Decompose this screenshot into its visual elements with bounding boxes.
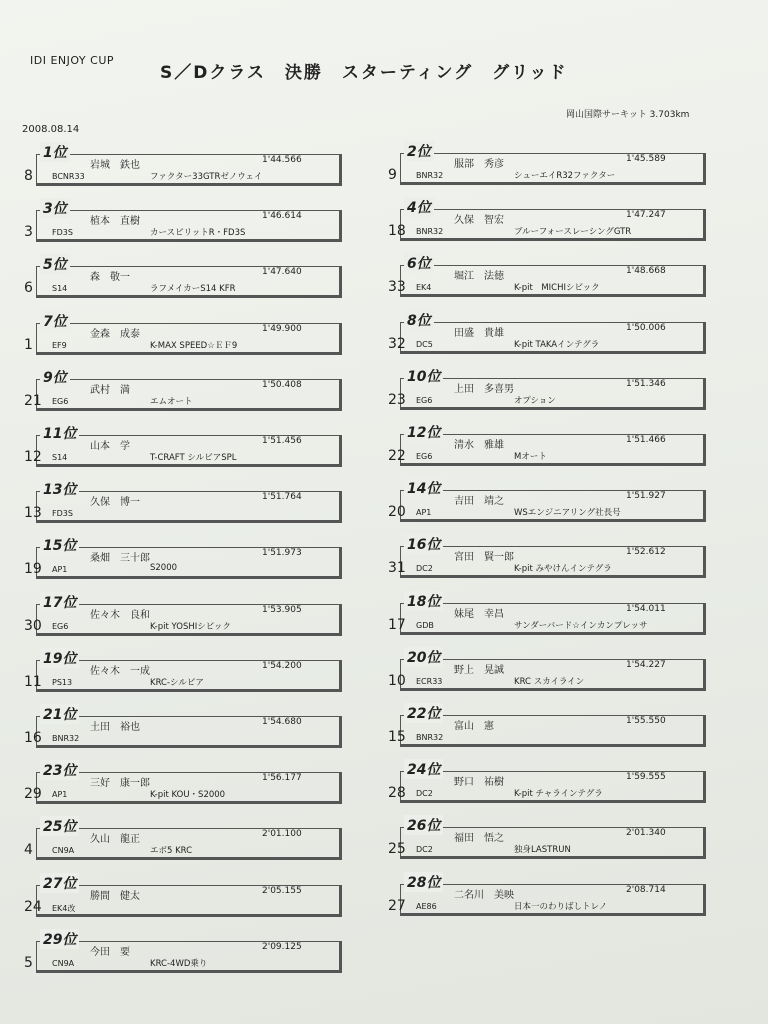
grid-slot-car: EG6 (416, 452, 433, 461)
grid-slot-num: 25 (388, 841, 406, 858)
grid-slot-car: BNR32 (416, 227, 444, 237)
grid-slot-time: 1'44.566 (262, 155, 302, 165)
grid-slot (22, 763, 342, 803)
grid-slot-team: K-MAX SPEED☆ＥＦ9 (150, 340, 238, 351)
grid-slot-num: 9 (388, 167, 397, 183)
grid-slot-name: 上田 多喜男 (454, 383, 514, 395)
grid-slot (22, 482, 342, 522)
grid-slot-num: 18 (388, 223, 406, 240)
grid-slot-team: 独身LASTRUN (514, 845, 571, 856)
grid-slot-pos: 7位 (40, 311, 70, 331)
grid-slot-team: S2000 (150, 563, 178, 574)
grid-slot-num: 15 (388, 729, 406, 745)
grid-slot-pos: 23位 (40, 760, 79, 780)
grid-slot (386, 481, 706, 521)
grid-slot-num: 16 (24, 730, 42, 746)
grid-slot (22, 875, 342, 915)
grid-slot-time: 1'49.900 (262, 323, 302, 334)
grid-slot-name: 岩城 鉄也 (90, 160, 140, 171)
grid-slot-pos: 8位 (404, 310, 434, 330)
grid-slot-team: Mオート (514, 452, 547, 462)
grid-slot-pos: 19位 (40, 648, 79, 668)
grid-slot-time: 1'53.905 (262, 604, 302, 615)
grid-slot-time: 1'51.764 (262, 492, 302, 503)
grid-slot (22, 426, 342, 465)
grid-slot-team: KRC-4WD乗り (150, 958, 208, 969)
grid-slot (386, 144, 706, 183)
grid-slot-car: DC2 (416, 564, 433, 574)
grid-slot-time: 1'50.006 (626, 322, 666, 333)
grid-slot-num: 11 (24, 673, 42, 690)
grid-slot-pos: 6位 (404, 253, 434, 273)
grid-slot-car: PS13 (52, 677, 73, 687)
grid-slot-car: FD3S (52, 228, 73, 238)
grid-slot-car: S14 (52, 453, 68, 462)
grid-slot-car: EG6 (416, 395, 433, 405)
grid-slot-team: WSエンジニアリング社長号 (514, 508, 621, 519)
grid-slot-time: 1'54.680 (262, 717, 302, 727)
grid-slot-name: 二名川 美映 (454, 889, 514, 901)
grid-slot-car: EG6 (52, 621, 69, 631)
grid-slot (22, 201, 342, 241)
grid-slot-time: 1'47.247 (626, 210, 666, 221)
grid-slot-car: CN9A (52, 958, 75, 968)
grid-slot-name: 今田 要 (90, 946, 130, 958)
grid-slot-time: 1'51.466 (626, 435, 666, 445)
grid-slot-name: 桑畑 三十郎 (90, 553, 150, 565)
grid-slot-name: 佐々木 一成 (90, 665, 150, 677)
grid-slot-car: GDB (416, 620, 434, 630)
grid-slot-team: エボ5 KRC (150, 846, 193, 857)
grid-slot-pos: 12位 (404, 422, 443, 442)
grid-slot-num: 29 (24, 786, 42, 803)
grid-slot-team: カースピリットR・FD3S (150, 228, 246, 239)
grid-slot-time: 2'08.714 (626, 884, 666, 895)
grid-slot-name: 堀江 法徳 (454, 271, 504, 283)
grid-slot-car: BNR32 (416, 733, 444, 742)
grid-slot-team: KRC スカイライン (514, 676, 585, 687)
grid-slot (386, 593, 706, 633)
grid-slot-team: K-pit YOSHIシビック (150, 621, 231, 632)
grid-slot-num: 13 (24, 505, 42, 522)
grid-slot-pos: 11位 (40, 423, 79, 443)
event-date: 2008.08.14 (22, 124, 80, 135)
grid-slot-num: 5 (24, 954, 33, 971)
grid-slot-team: K-pit KOU・S2000 (150, 790, 226, 801)
grid-slot-name: 金森 成泰 (90, 328, 140, 340)
grid-slot-time: 1'51.456 (262, 436, 302, 446)
grid-slot (22, 313, 342, 353)
grid-slot-pos: 29位 (40, 929, 79, 949)
grid-slot (22, 819, 342, 859)
grid-slot-car: EF9 (52, 340, 67, 350)
grid-slot-num: 12 (24, 449, 42, 465)
grid-slot-name: 宮田 賢一郎 (454, 552, 514, 564)
grid-slot-num: 31 (388, 560, 406, 577)
grid-slot-num: 17 (388, 616, 406, 633)
grid-slot-time: 1'59.555 (626, 772, 666, 783)
grid-slot-team: ラフメイカーS14 KFR (150, 284, 236, 295)
grid-slot-num: 20 (388, 504, 406, 521)
grid-slot-time: 1'46.614 (262, 211, 302, 222)
grid-slot-pos: 15位 (40, 535, 79, 555)
grid-slot-car: S14 (52, 284, 68, 294)
grid-slot-pos: 5位 (40, 254, 70, 274)
grid-slot-num: 19 (24, 561, 42, 578)
grid-slot-name: 久山 龍正 (90, 834, 140, 846)
grid-slot-car: EG6 (52, 396, 69, 406)
grid-slot-pos: 4位 (404, 197, 434, 217)
grid-slot-pos: 10位 (404, 366, 443, 386)
grid-slot-num: 28 (388, 785, 406, 802)
grid-slot-num: 23 (388, 391, 406, 408)
grid-slot-num: 30 (24, 617, 42, 634)
grid-slot-pos: 9位 (40, 367, 70, 387)
grid-slot (386, 818, 706, 858)
grid-slot (22, 369, 342, 409)
grid-slot-pos: 26位 (404, 815, 443, 835)
grid-slot-num: 4 (24, 842, 33, 859)
grid-slot-car: AE86 (416, 901, 437, 911)
grid-slot-name: 佐々木 良和 (90, 609, 150, 621)
grid-slot-pos: 21位 (40, 704, 79, 724)
grid-slot-car: FD3S (52, 509, 73, 519)
grid-slot-car: AP1 (416, 508, 432, 518)
grid-slot-pos: 18位 (404, 591, 443, 611)
grid-slot-pos: 22位 (404, 703, 443, 723)
grid-slot-time: 1'54.011 (626, 603, 666, 614)
grid-slot-num: 1 (24, 336, 33, 353)
grid-slot-pos: 27位 (40, 873, 79, 893)
grid-slot-time: 2'05.155 (262, 885, 302, 896)
grid-slot-num: 32 (388, 335, 406, 352)
grid-slot (386, 874, 706, 914)
grid-slot-team: KRC-シルビア (150, 677, 204, 688)
grid-slot (22, 538, 342, 578)
grid-slot (386, 762, 706, 802)
grid-slot (22, 594, 342, 634)
grid-slot-team: ブルーフォースレーシングGTR (514, 227, 632, 238)
grid-slot-car: DC2 (416, 845, 433, 855)
grid-slot-name: 植本 直樹 (90, 216, 140, 228)
grid-slot-time: 1'51.346 (626, 378, 666, 389)
grid-slot (386, 649, 706, 689)
grid-slot-num: 8 (24, 168, 33, 184)
grid-slot-name: 妹尾 幸昌 (454, 608, 504, 620)
grid-slot-name: 服部 秀彦 (454, 159, 504, 170)
grid-slot-num: 10 (388, 672, 406, 689)
grid-slot-time: 2'09.125 (262, 941, 302, 952)
grid-slot-time: 1'56.177 (262, 773, 302, 784)
grid-slot-team: K-pit みやけんインテグラ (514, 564, 612, 575)
grid-slot-car: EK4 (416, 283, 432, 293)
grid-slot-time: 1'52.612 (626, 547, 666, 558)
grid-slot-time: 1'54.200 (262, 660, 302, 671)
grid-slot-car: EK4改 (52, 903, 76, 913)
grid-slot-team: 日本一のわりばしトレノ (514, 901, 608, 912)
grid-slot-name: 久保 智宏 (454, 215, 504, 227)
grid-slot-name: 田盛 貴雄 (454, 327, 504, 339)
grid-slot-car: AP1 (52, 790, 68, 800)
grid-slot-time: 1'51.973 (262, 548, 302, 559)
grid-slot-pos: 16位 (404, 534, 443, 554)
grid-slot-team: シューエイR32ファクター (514, 171, 616, 181)
grid-slot-car: BNR32 (416, 171, 444, 180)
grid-slot (22, 707, 342, 746)
grid-slot-num: 24 (24, 898, 42, 915)
grid-slot-pos: 25位 (40, 816, 79, 836)
grid-slot-pos: 3位 (40, 198, 70, 218)
grid-slot-car: DC2 (416, 789, 433, 799)
grid-slot-pos: 17位 (40, 592, 79, 612)
grid-slot (386, 312, 706, 352)
grid-slot-time: 2'01.340 (626, 828, 666, 839)
grid-slot-num: 3 (24, 224, 33, 241)
grid-slot-car: DC5 (416, 339, 433, 349)
grid-slot-team: T-CRAFT シルビアSPL (150, 453, 237, 463)
grid-slot-car: CN9A (52, 846, 75, 856)
grid-slot-pos: 28位 (404, 872, 443, 892)
grid-slot-team: サンダーバード☆インカンプレッサ (514, 620, 648, 631)
grid-slot-time: 1'51.927 (626, 491, 666, 502)
grid-slot-time: 1'48.668 (626, 266, 666, 277)
grid-slot-name: 福田 悟之 (454, 833, 504, 845)
grid-slot-name: 土田 裕也 (90, 722, 140, 733)
grid-slot-time: 1'50.408 (262, 379, 302, 390)
grid-slot (22, 931, 342, 971)
grid-slot-car: AP1 (52, 565, 68, 575)
grid-slot (22, 257, 342, 297)
grid-slot-pos: 20位 (404, 647, 443, 667)
grid-slot-car: BCNR33 (52, 172, 85, 181)
grid-slot-name: 森 敬一 (90, 272, 130, 284)
grid-slot (22, 650, 342, 690)
grid-slot-time: 1'47.640 (262, 267, 302, 278)
grid-slot-team: K-pit MICHIシビック (514, 283, 600, 294)
event-name: IDI ENJOY CUP (30, 54, 115, 67)
grid-slot-pos: 24位 (404, 759, 443, 779)
grid-slot-name: 山本 学 (90, 441, 130, 452)
grid-slot (386, 368, 706, 408)
grid-slot-car: BNR32 (52, 734, 80, 743)
grid-slot-pos: 1位 (40, 142, 70, 162)
grid-slot-pos: 14位 (404, 478, 443, 498)
circuit-name: 岡山国際サーキット 3.703km (566, 110, 690, 120)
grid-slot (22, 145, 342, 184)
grid-slot-name: 武村 満 (90, 384, 130, 396)
grid-slot-team: K-pit チャラインテグラ (514, 789, 603, 800)
grid-slot-name: 清水 雅雄 (454, 440, 504, 451)
grid-slot-num: 22 (388, 448, 406, 464)
grid-slot-num: 21 (24, 392, 42, 409)
grid-slot-name: 野口 祐樹 (454, 777, 504, 789)
grid-slot (386, 200, 706, 240)
grid-slot (386, 537, 706, 577)
grid-slot-time: 1'54.227 (626, 659, 666, 670)
grid-slot-team: エムオート (150, 396, 193, 407)
grid-slot-num: 6 (24, 280, 33, 297)
grid-slot-pos: 2位 (404, 141, 434, 161)
grid-slot-num: 27 (388, 897, 406, 914)
grid-slot-team: ファクター33GTRゼノウェイ (150, 172, 263, 182)
grid-slot-car: ECR33 (416, 676, 443, 686)
grid-slot-time: 1'55.550 (626, 716, 666, 726)
grid-slot (386, 256, 706, 296)
grid-slot-name: 勝間 健太 (90, 890, 140, 902)
grid-slot (386, 706, 706, 745)
grid-slot (386, 425, 706, 464)
grid-slot-time: 2'01.100 (262, 829, 302, 840)
grid-slot-name: 吉田 靖之 (454, 496, 504, 508)
grid-slot-team: オプション (514, 395, 556, 406)
grid-slot-num: 33 (388, 279, 406, 296)
grid-slot-name: 久保 博一 (90, 497, 140, 509)
page-title: S／Dクラス 決勝 スターティング グリッド (160, 63, 568, 83)
grid-slot-name: 三好 康一郎 (90, 778, 150, 790)
grid-slot-team: K-pit TAKAインテグラ (514, 339, 600, 350)
grid-slot-name: 富山 憲 (454, 721, 494, 732)
grid-slot-name: 野上 晃誠 (454, 664, 504, 676)
grid-slot-time: 1'45.589 (626, 154, 666, 164)
grid-slot-pos: 13位 (40, 479, 79, 499)
